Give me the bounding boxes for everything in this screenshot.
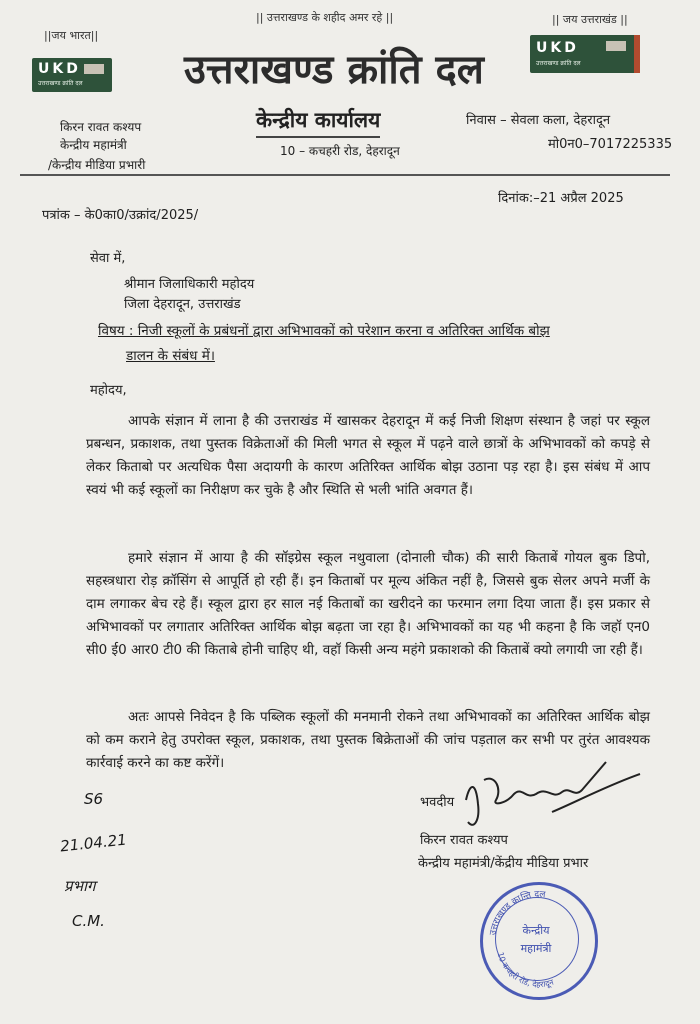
subject-line-1: विषय : निजी स्कूलों के प्रबंधनों द्वारा अभिभावकों को परेशान करना व अतिरिक्त आर्थिक बोझ bbox=[98, 323, 550, 339]
mobile-number: मो0न0–7017225335 bbox=[548, 137, 673, 152]
logo-text: UKD bbox=[536, 40, 579, 56]
ukd-logo-left bbox=[32, 58, 112, 92]
signatory-name: किरन रावत कश्यप bbox=[420, 833, 508, 848]
handwritten-note-3: प्रभाग bbox=[64, 877, 96, 895]
handwritten-note-1: S6 bbox=[84, 790, 104, 808]
sender-designation: केन्द्रीय महामंत्री bbox=[60, 138, 127, 152]
letter-reference: पत्रांक – के0का0/उक्रांद/2025/ bbox=[42, 208, 199, 223]
svg-text:10 कचहरी रोड, देहरादून bbox=[496, 951, 556, 989]
sender-name: किरन रावत कश्यप bbox=[60, 120, 142, 134]
subject-line-2: डालन के संबंध में। bbox=[126, 348, 215, 364]
slogan-right: || जय उत्तराखंड || bbox=[552, 13, 628, 26]
body-paragraph-3: अतः आपसे निवेदन है कि पब्लिक स्कूलों की मनमानी रोकने तथा अभिभावकों का अतिरिक्त आर्थिक बोझ को कम कराने हेतु उपरोक्त स्कूल, प्रकाशक, तथा पुस्तक बिक्रेताओं की जांच पड़ताल कर सभी पर तुरंत आवश्यक कार्रवाई करने का कष्ट करेंगें। bbox=[86, 709, 650, 771]
slogan-center: || उत्तराखण्ड के शहीद अमर रहे || bbox=[256, 11, 394, 24]
logo-subtext: उत्तराखण्ड क्रांति दल bbox=[536, 60, 581, 67]
recipient-line-1: श्रीमान जिलाधिकारी महोदय bbox=[124, 277, 255, 292]
handwritten-note-2: 21.04.21 bbox=[59, 830, 128, 856]
stamp-center-2: महामंत्री bbox=[520, 942, 552, 955]
slogan-left: ||जय भारत|| bbox=[44, 29, 99, 42]
body-paragraph-2: हमारे संज्ञान में आया है की सॉइग्रेस स्कूल नथुवाला (दोनाली चौक) की सारी किताबें गोयल बुक डिपो, सहस्त्रधारा रोड़ क्रॉसिंग से आपूर्ति हो रही हैं। इन किताबों पर मूल्य अंकित नहीं है, जिससे बुक सेलर अपने मर्जी के दाम लगाकर बेच रहे हैं। स्कूल द्वारा हर साल नई किताबों का खरीदने का फरमान लगा दिया जाता हैं। इस प्रकार से अभिभावकों पर लगातार अतिरिक्त आर्थिक बोझ बढ़ता जा रहा है। अभिभावकों का यह भी कहना है कि जहॉ एन0 सी0 ई0 आर0 टी0 की किताबे होनी चाहिए थी, वहॉ किसी अन्य महंगे प्रकाशको की किताबें क्यो लगायी जा रही हैं। bbox=[86, 550, 650, 658]
salutation: महोदय, bbox=[90, 383, 127, 398]
office-address: 10 – कचहरी रोड, देहरादून bbox=[280, 144, 400, 158]
letter-date: दिनांक:–21 अप्रैल 2025 bbox=[498, 191, 624, 206]
flag-icon bbox=[84, 64, 104, 74]
flag-icon bbox=[606, 41, 626, 51]
office-title: केन्द्रीय कार्यालय bbox=[256, 106, 380, 138]
logo-stripe bbox=[634, 35, 640, 73]
sender-role: /केन्द्रीय मीडिया प्रभारी bbox=[48, 158, 146, 172]
logo-subtext: उत्तराखण्ड क्रांति दल bbox=[38, 80, 83, 87]
residence-address: निवास – सेवला कला, देहरादून bbox=[466, 113, 611, 128]
salutation-to: सेवा में, bbox=[90, 251, 126, 266]
stamp-ring-top: उत्तराखण्ड क्रान्ति दल bbox=[488, 889, 546, 937]
body-paragraph-1: आपके संज्ञान में लाना है की उत्तराखंड में खासकर देहरादून में कई निजी शिक्षण संस्थान है जहां पर स्कूल प्रबन्धन, प्रकाशक, तथा पुस्तक विक्रेताओं की मिली भगत से स्कूल में पढ़ने वाले छात्रों के अभिभावकों को कपड़े से लेकर किताबो पर अत्यधिक पैसा अदायगी के कारण अतिरिक्त आर्थिक बोझ उठाना पड़ रहा है। इस संबंध में आप स्वयं भी कई स्कूलों का निरीक्षण कर चुके है और स्थिति से भली भांति अवगत हैं। bbox=[86, 413, 650, 498]
stamp-ring-bottom: 10 कचहरी रोड, देहरादून bbox=[495, 951, 555, 990]
signatory-designation: केन्द्रीय महामंत्री/केंद्रीय मीडिया प्रभार bbox=[418, 856, 589, 871]
closing: भवदीय bbox=[420, 795, 455, 810]
ukd-logo-right bbox=[530, 35, 640, 73]
stamp-center-1: केन्द्रीय bbox=[522, 924, 550, 937]
official-stamp bbox=[480, 882, 598, 1000]
handwritten-note-4: C.M. bbox=[72, 912, 105, 930]
letterhead-divider bbox=[20, 174, 670, 176]
org-name: उत्तराखण्ड क्रांति दल bbox=[184, 47, 484, 93]
logo-text: UKD bbox=[38, 61, 81, 77]
recipient-line-2: जिला देहरादून, उत्तराखंड bbox=[124, 297, 241, 312]
handwritten-signature bbox=[456, 742, 656, 842]
